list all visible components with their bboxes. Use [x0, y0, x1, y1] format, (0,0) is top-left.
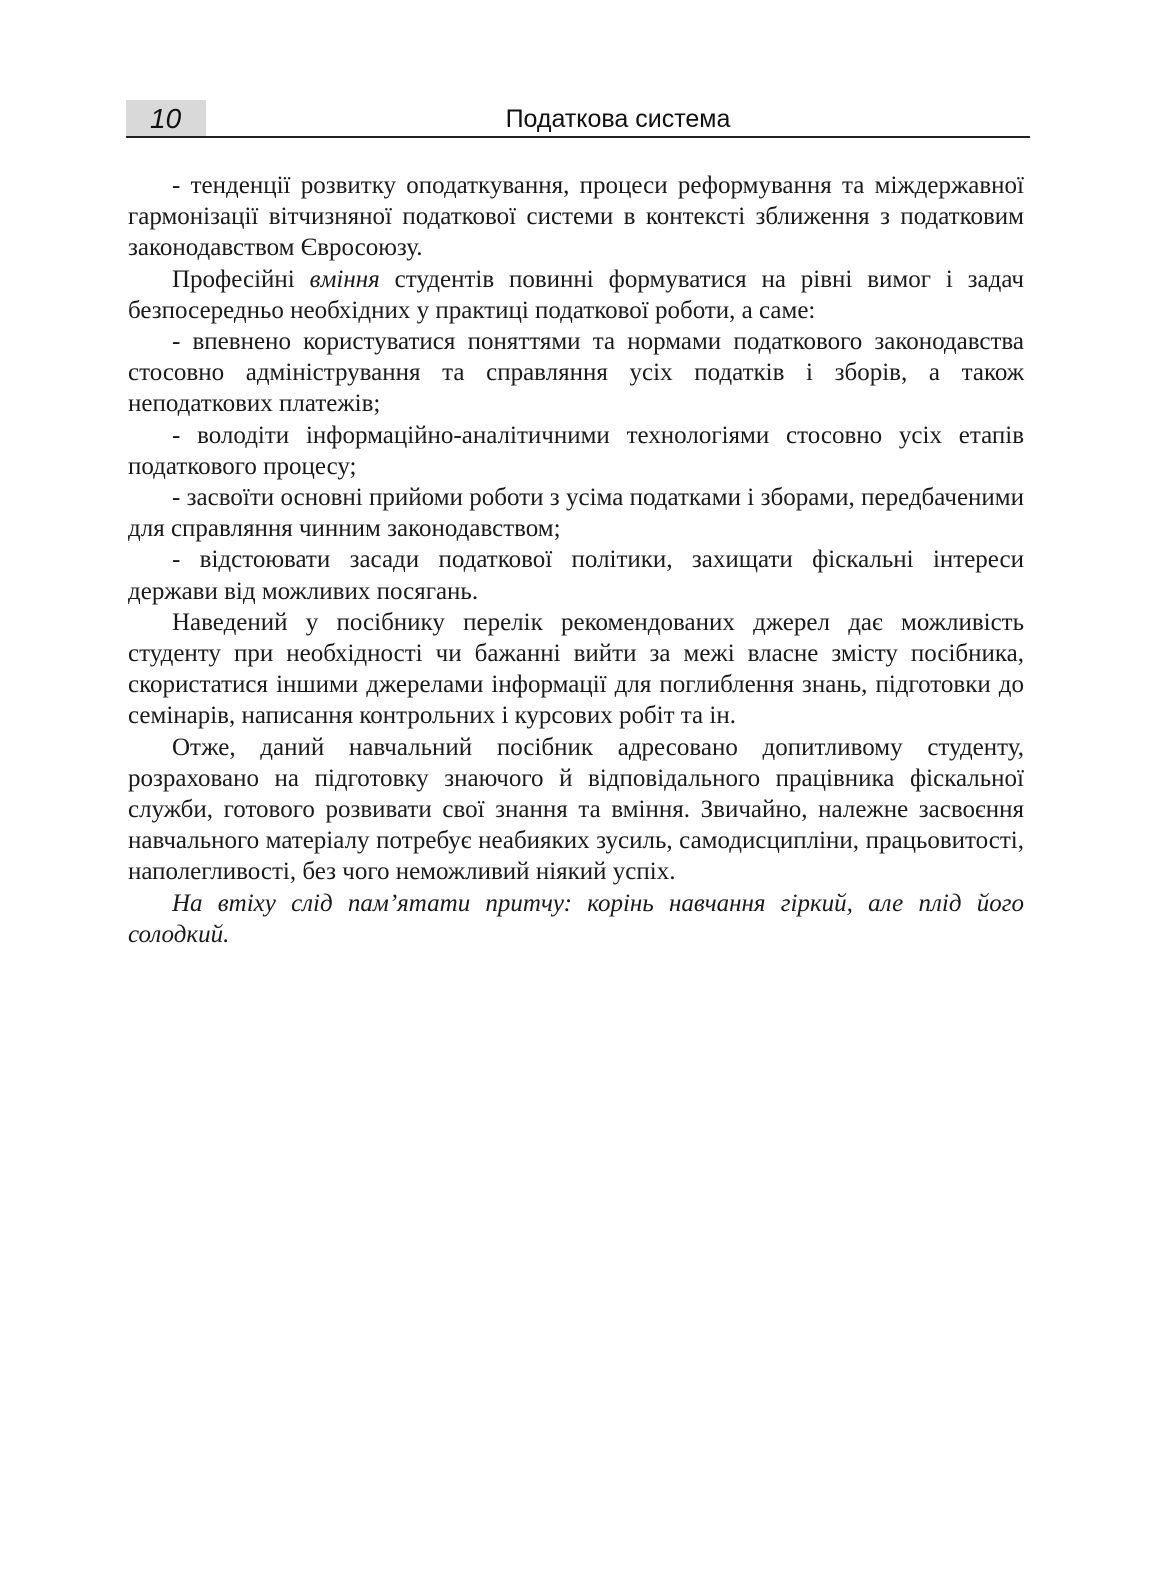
paragraph-audience: Отже, даний навчальний посібник адресовано допитливому студенту, розраховано на підготовку знаючого й відповідального працівника фіскальної служби, готового розвивати свої знання та вміння. Звичайно, належне засвоєння навчального матеріалу потребує неабияких зусиль, самодисципліни, працьовитості, наполегливості, без чого неможливий ніякий успіх. — [128, 733, 1024, 886]
paragraph-skill-2: - володіти інформаційно-аналітичними технологіями стосовно усіх етапів податкового процесу; — [128, 421, 1024, 480]
paragraph-trends: - тенденції розвитку оподаткування, процеси реформування та міждержавної гармонізації вітчизняної податкової системи в контексті зближення з податковим законодавством Євросоюзу. — [128, 172, 1024, 262]
running-title: Податкова система — [505, 105, 731, 133]
header-rule — [126, 136, 1030, 138]
skills-intro-lead: Професійні — [172, 265, 310, 293]
page-number: 10 — [150, 103, 182, 134]
body-text — [128, 170, 1024, 950]
paragraph-skill-3: - засвоїти основні прийоми роботи з усіма податками і зборами, передбаченими для справляння чинним законодавством; — [128, 484, 1024, 543]
paragraph-skill-1: - впевнено користуватися поняттями та нормами податкового законодавства стосовно адміністрування та справляння усіх податків і зборів, а також неподаткових платежів; — [128, 328, 1024, 418]
paragraph-parable: На втіху слід пам’ятати притчу: корінь навчання гіркий, але плід його солодкий. — [128, 889, 1024, 948]
page-number-box — [126, 100, 206, 136]
paragraph-skill-4: - відстоювати засади податкової політики, захищати фіскальні інтереси держави від можливих посягань. — [128, 546, 1024, 605]
page-header — [126, 100, 1030, 138]
skills-emphasis: вміння — [309, 265, 380, 293]
paragraph-sources: Наведений у посібнику перелік рекомендованих джерел дає можливість студенту при необхідності чи бажанні вийти за межі власне змісту посібника, скористатися іншими джерелами інформації для поглиблення знань, підготовки до семінарів, написання контрольних і курсових робіт та ін. — [128, 608, 1024, 730]
paragraph-skills-intro — [128, 264, 1024, 326]
skills-intro-rest: студентів повинні формуватися на рівні вимог і задач безпосередньо необхідних у практиці податкової роботи, а саме: — [128, 265, 1024, 324]
